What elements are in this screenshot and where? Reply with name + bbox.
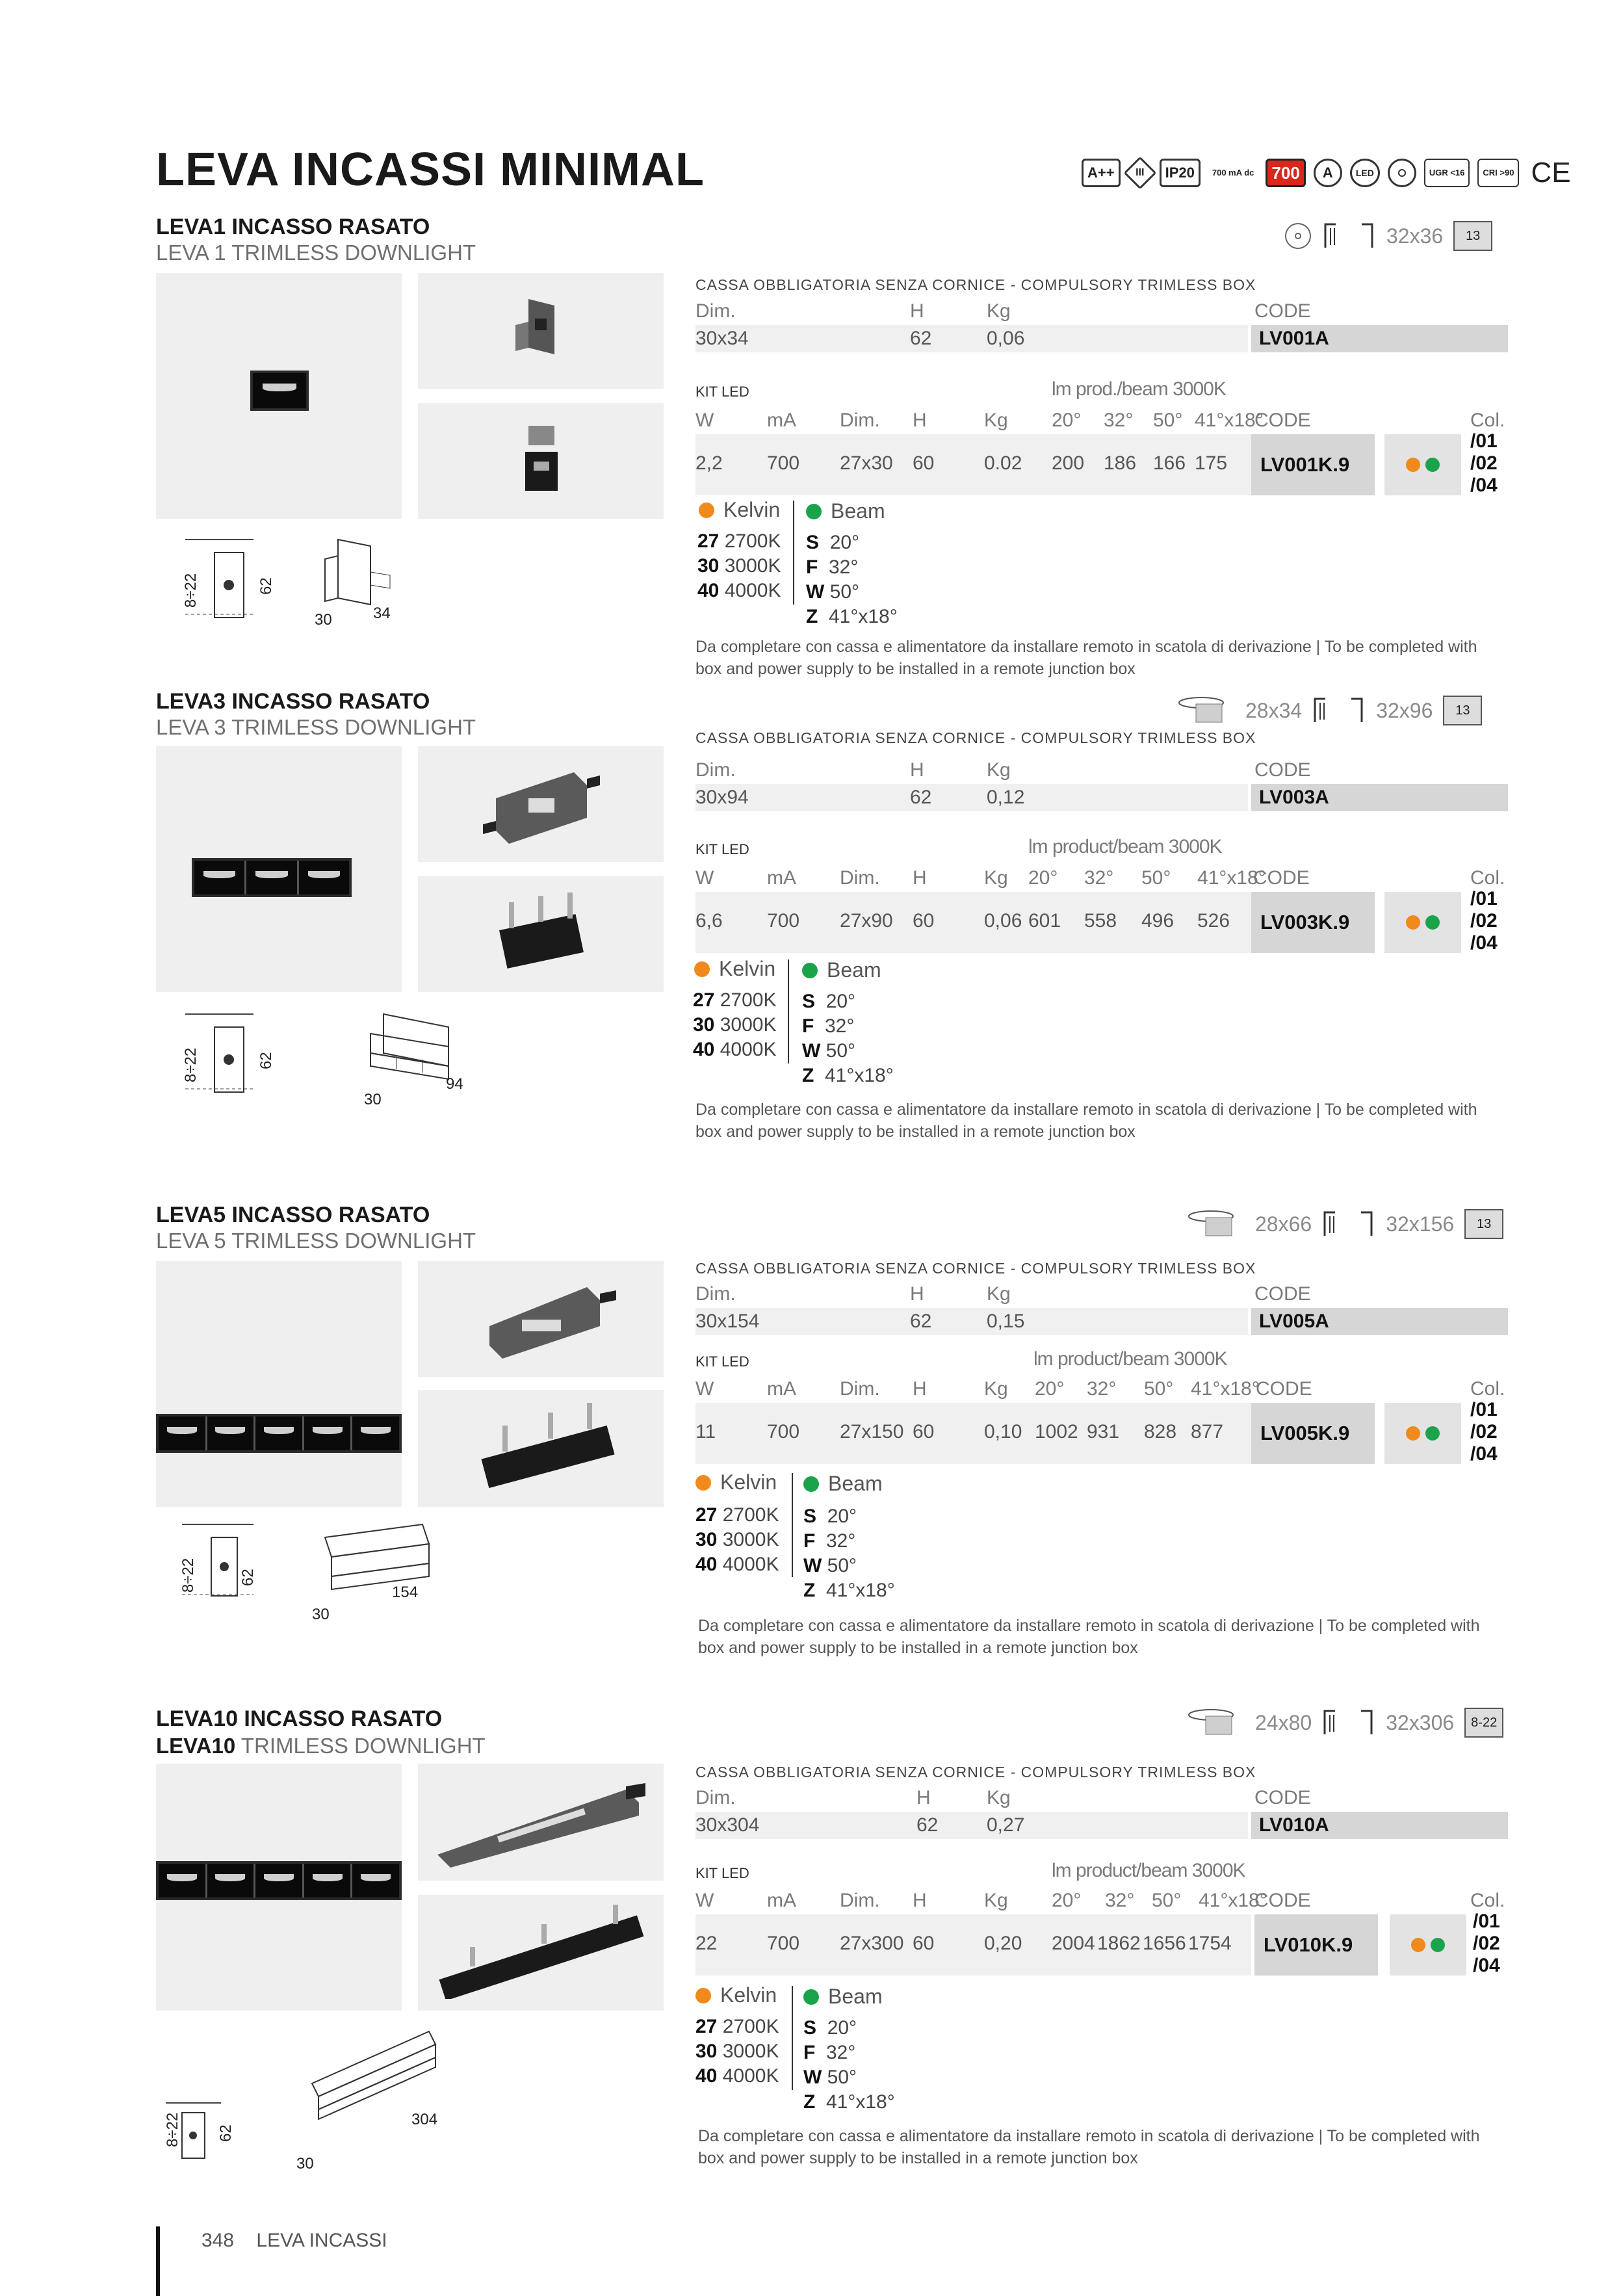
trim-icon xyxy=(1186,1708,1245,1737)
dim-62: 62 xyxy=(257,577,275,595)
col-label: Col. xyxy=(1470,410,1505,431)
certification-icons xyxy=(1082,153,1575,192)
dim-822: 8÷22 xyxy=(182,573,200,608)
thickness-badge: 8-22 xyxy=(1464,1708,1503,1738)
col-label: Col. xyxy=(1470,867,1505,889)
box-values: 30x34 62 0,06 xyxy=(695,325,1248,352)
kelvin-header: Kelvin xyxy=(695,1983,777,2007)
product-photo-kit xyxy=(418,403,664,519)
lumen-label: lm product/beam 3000K xyxy=(1052,1860,1245,1881)
product-photo-front xyxy=(156,1764,402,2011)
box-caption: CASSA OBBLIGATORIA SENZA CORNICE - COMPULSORY TRIMLESS BOX xyxy=(695,1764,1256,1781)
orange-dot-icon xyxy=(695,1988,711,2003)
install-note: Da completare con cassa e alimentatore da installare remoto in scatola di derivazione | To be completed with box and power supply to be installed in a remote junction box xyxy=(698,2127,1480,2167)
kelvin-list: 27 2700K 30 3000K 40 4000K xyxy=(697,530,781,601)
a-circle-icon: A xyxy=(1314,159,1342,187)
kit-values: 22 700 27x300 60 0,20 2004 1862 1656 1754 xyxy=(695,1914,1251,1976)
technical-drawing xyxy=(156,2018,481,2174)
color-temp-dots xyxy=(1384,434,1461,495)
green-dot-icon xyxy=(802,963,818,978)
beam-list: S 20° F 32° W 50° Z 41°x18° xyxy=(802,991,894,1086)
box-code: LV005A xyxy=(1251,1308,1508,1335)
product-photo-kit xyxy=(418,1895,664,2011)
dim-822: 8÷22 xyxy=(164,2112,181,2147)
product-photo-kit xyxy=(418,1390,664,1507)
box-values: 30x304 62 0,27 xyxy=(695,1812,1248,1839)
section-title: LEVA1 INCASSO RASATO xyxy=(156,215,430,239)
color-codes: /01 /02 /04 xyxy=(1473,1911,1500,1976)
box-caption: CASSA OBBLIGATORIA SENZA CORNICE - COMPULSORY TRIMLESS BOX xyxy=(695,729,1256,746)
box-header: Dim. H Kg CODE xyxy=(695,300,1311,322)
color-codes: /01 /02 /04 xyxy=(1470,430,1498,496)
product-photo-front xyxy=(156,1261,402,1507)
kelvin-list: 27 2700K 30 3000K 40 4000K xyxy=(695,2016,779,2087)
kit-code: LV003K.9 xyxy=(1251,892,1375,953)
recess-icon xyxy=(1322,1210,1375,1238)
cri-icon: CRI >90 xyxy=(1477,159,1519,187)
kit-led-label: KIT LED xyxy=(695,841,749,857)
kit-values: 2,2 700 27x30 60 0.02 200 186 166 175 xyxy=(695,434,1251,495)
beam-header: Beam xyxy=(802,958,881,982)
technical-drawing xyxy=(175,533,409,650)
cutout-size: 32x96 xyxy=(1376,698,1433,722)
cutout-trim-size: 24x80 xyxy=(1255,1710,1312,1734)
color-temp-dots xyxy=(1384,892,1461,953)
col-label: Col. xyxy=(1470,1890,1505,1911)
cutout-trim-size: 28x34 xyxy=(1245,698,1303,722)
footer-label: LEVA INCASSI xyxy=(256,2230,387,2251)
color-temp-dots xyxy=(1390,1914,1466,1976)
page-number: 348 xyxy=(201,2230,235,2251)
recess-icon xyxy=(1322,1708,1375,1737)
box-code: LV003A xyxy=(1251,784,1508,811)
kelvin-list: 27 2700K 30 3000K 40 4000K xyxy=(695,1504,779,1575)
kelvin-header: Kelvin xyxy=(694,957,775,981)
green-dot-icon xyxy=(803,1989,819,2005)
led-icon: LED xyxy=(1350,159,1380,187)
dim-length: 154 xyxy=(392,1584,419,1601)
dim-30: 30 xyxy=(312,1606,330,1623)
thickness-badge: 13 xyxy=(1464,1209,1503,1239)
kit-values: 6,6 700 27x90 60 0,06 601 558 496 526 xyxy=(695,892,1251,953)
color-codes: /01 /02 /04 xyxy=(1470,1399,1498,1465)
lumen-label: lm product/beam 3000K xyxy=(1028,836,1222,857)
700-badge-icon: 700 xyxy=(1266,159,1305,187)
section-title: LEVA3 INCASSO RASATO xyxy=(156,689,430,714)
product-photo-box xyxy=(418,746,664,862)
kit-header: W mA Dim. H Kg 20° 32° 50° 41°x18° CODE xyxy=(695,410,1311,431)
dim-length: 304 xyxy=(411,2111,438,2128)
orange-dot-icon xyxy=(699,502,714,518)
class3-icon: III xyxy=(1123,157,1156,190)
kelvin-header: Kelvin xyxy=(699,498,780,522)
cutout-info xyxy=(1176,696,1482,725)
spot-icon xyxy=(1388,159,1416,187)
product-section-leva3 xyxy=(0,689,1623,1157)
box-values: 30x94 62 0,12 xyxy=(695,784,1248,811)
kit-led-label: KIT LED xyxy=(695,1353,749,1370)
green-dot-icon xyxy=(803,1476,819,1492)
box-code: LV010A xyxy=(1251,1812,1508,1839)
cutout-size: 32x36 xyxy=(1386,224,1444,248)
kit-code: LV001K.9 xyxy=(1251,434,1375,495)
beam-list: S 20° F 32° W 50° Z 41°x18° xyxy=(806,532,898,627)
dim-822: 8÷22 xyxy=(179,1558,197,1593)
cutout-info xyxy=(1186,1708,1503,1738)
dim-62: 62 xyxy=(257,1052,275,1069)
thickness-badge: 13 xyxy=(1443,696,1482,725)
box-code: LV001A xyxy=(1251,325,1508,352)
section-subtitle: LEVA10 TRIMLESS DOWNLIGHT xyxy=(156,1734,486,1758)
col-label: Col. xyxy=(1470,1378,1505,1400)
kit-code: LV010K.9 xyxy=(1254,1914,1378,1976)
ugr-icon: UGR <16 xyxy=(1424,159,1470,187)
product-photo-box xyxy=(418,273,664,389)
beam-header: Beam xyxy=(806,499,885,523)
kelvin-header: Kelvin xyxy=(695,1470,777,1494)
install-note: Da completare con cassa e alimentatore da installare remoto in scatola di derivazione | To be completed with box and power supply to be installed in a remote junction box xyxy=(698,1617,1480,1657)
beam-header: Beam xyxy=(803,1985,883,2009)
technical-drawing xyxy=(175,1518,448,1648)
dim-length: 94 xyxy=(446,1075,463,1093)
footer-bar xyxy=(156,2226,160,2296)
kelvin-list: 27 2700K 30 3000K 40 4000K xyxy=(693,989,777,1060)
dim-30: 30 xyxy=(315,611,332,629)
product-section-leva1 xyxy=(0,215,1623,683)
box-header: Dim. H Kg CODE xyxy=(695,759,1311,781)
install-note: Da completare con cassa e alimentatore da installare remoto in scatola di derivazione | To be completed with box and power supply to be installed in a remote junction box xyxy=(695,638,1477,678)
beam-list: S 20° F 32° W 50° Z 41°x18° xyxy=(803,2017,895,2113)
kit-values: 11 700 27x150 60 0,10 1002 931 828 877 xyxy=(695,1403,1251,1464)
cutout-info xyxy=(1186,1209,1503,1239)
box-header: Dim. H Kg CODE xyxy=(695,1787,1311,1808)
beam-list: S 20° F 32° W 50° Z 41°x18° xyxy=(803,1506,895,1601)
page-title: LEVA INCASSI MINIMAL xyxy=(156,144,705,196)
section-subtitle: LEVA 3 TRIMLESS DOWNLIGHT xyxy=(156,715,476,739)
ma-dc-icon: 700 mA dc xyxy=(1212,168,1254,177)
beam-header: Beam xyxy=(803,1472,883,1496)
cutout-trim-size: 28x66 xyxy=(1255,1212,1312,1236)
dim-30: 30 xyxy=(296,2155,314,2172)
section-title: LEVA10 INCASSO RASATO xyxy=(156,1706,443,1731)
dim-30: 30 xyxy=(364,1091,382,1108)
kit-led-label: KIT LED xyxy=(695,384,749,400)
kit-header: W mA Dim. H Kg 20° 32° 50° 41°x18° CODE xyxy=(695,1890,1311,1911)
box-caption: CASSA OBBLIGATORIA SENZA CORNICE - COMPULSORY TRIMLESS BOX xyxy=(695,276,1256,293)
cutout-size: 32x306 xyxy=(1386,1710,1455,1734)
cutout-info xyxy=(1284,221,1492,251)
trim-icon xyxy=(1176,696,1235,725)
color-codes: /01 /02 /04 xyxy=(1470,888,1498,954)
dim-62: 62 xyxy=(217,2124,235,2142)
dim-822: 8÷22 xyxy=(182,1047,200,1082)
dim-62: 62 xyxy=(239,1569,257,1586)
orange-dot-icon xyxy=(695,1475,711,1491)
thickness-badge: 13 xyxy=(1453,221,1492,251)
trim-icon xyxy=(1186,1210,1245,1238)
cutout-size: 32x156 xyxy=(1386,1212,1455,1236)
recess-icon xyxy=(1323,222,1376,250)
product-section-leva5 xyxy=(0,1203,1623,1671)
spot-icon xyxy=(1284,222,1312,250)
install-note: Da completare con cassa e alimentatore da installare remoto in scatola di derivazione | To be completed with box and power supply to be installed in a remote junction box xyxy=(695,1101,1477,1141)
section-title: LEVA5 INCASSO RASATO xyxy=(156,1203,430,1227)
product-photo-front xyxy=(156,746,402,992)
lumen-label: lm product/beam 3000K xyxy=(1033,1348,1227,1370)
box-values: 30x154 62 0,15 xyxy=(695,1308,1248,1335)
dim-length: 34 xyxy=(373,605,391,622)
footer xyxy=(201,2230,404,2252)
box-caption: CASSA OBBLIGATORIA SENZA CORNICE - COMPULSORY TRIMLESS BOX xyxy=(695,1260,1256,1277)
color-temp-dots xyxy=(1384,1403,1461,1464)
product-photo-front xyxy=(156,273,402,519)
box-header: Dim. H Kg CODE xyxy=(695,1283,1311,1305)
product-section-leva10 xyxy=(0,1706,1623,2187)
orange-dot-icon xyxy=(694,961,710,977)
section-subtitle: LEVA 1 TRIMLESS DOWNLIGHT xyxy=(156,241,476,265)
product-photo-kit xyxy=(418,876,664,992)
section-subtitle: LEVA 5 TRIMLESS DOWNLIGHT xyxy=(156,1229,476,1253)
kit-led-label: KIT LED xyxy=(695,1865,749,1881)
kit-header: W mA Dim. H Kg 20° 32° 50° 41°x18° CODE xyxy=(695,867,1310,889)
kit-header: W mA Dim. H Kg 20° 32° 50° 41°x18° CODE xyxy=(695,1378,1312,1400)
energy-class-icon: A++ xyxy=(1082,159,1121,187)
lumen-label: lm prod./beam 3000K xyxy=(1052,378,1226,400)
recess-icon xyxy=(1312,696,1366,725)
product-photo-box xyxy=(418,1764,664,1881)
ce-mark-icon: CE xyxy=(1531,157,1571,189)
green-dot-icon xyxy=(806,504,822,519)
kit-code: LV005K.9 xyxy=(1251,1403,1375,1464)
ip20-icon: IP20 xyxy=(1160,159,1201,187)
product-photo-box xyxy=(418,1261,664,1377)
